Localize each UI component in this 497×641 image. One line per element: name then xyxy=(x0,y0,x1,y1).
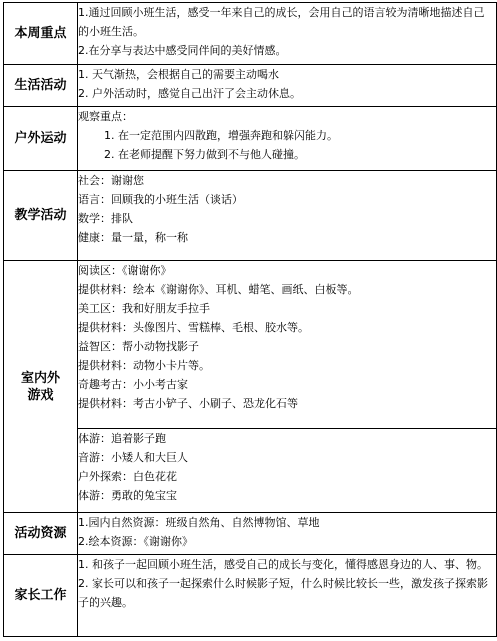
text-line: 提供材料：头像图片、雪糕棒、毛根、胶水等。 xyxy=(78,321,309,334)
text-line: 1. 天气渐热，会根据自己的需要主动喝水 xyxy=(78,68,279,81)
label-part: 室内外 xyxy=(20,370,60,386)
row-content-parents xyxy=(78,555,497,637)
row-weekly-focus xyxy=(4,3,497,65)
row-label-outdoor-sports: 户外运动 xyxy=(4,107,78,171)
row-games-outdoor xyxy=(4,429,497,513)
text-line: 体游：勇敢的兔宝宝 xyxy=(78,489,177,502)
text-line: 户外探索：白色花花 xyxy=(78,470,177,483)
text-line: 1.园内自然资源：班级自然角、自然博物馆、草地 xyxy=(78,516,320,529)
row-parents xyxy=(4,555,497,637)
row-games-indoor xyxy=(4,261,497,429)
text-line: 2. 在老师提醒下努力做到不与他人碰撞。 xyxy=(104,148,305,161)
row-content-weekly-focus xyxy=(78,3,497,65)
row-label-teaching: 教学活动 xyxy=(4,171,78,261)
text-line: 社会：谢谢您 xyxy=(78,174,144,187)
text-line: 健康：量一量，称一称 xyxy=(78,231,188,244)
row-label-daily-life: 生活活动 xyxy=(4,65,78,107)
label-part: 游戏 xyxy=(27,387,54,403)
row-label-resources: 活动资源 xyxy=(4,513,78,555)
row-resources xyxy=(4,513,497,555)
text-line: 提供材料：绘本《谢谢你》、耳机、蜡笔、画纸、白板等。 xyxy=(78,283,359,296)
row-content-daily-life xyxy=(78,65,497,107)
text-line: 观察重点： xyxy=(78,110,133,123)
text-line: 音游：小矮人和大巨人 xyxy=(78,451,188,464)
text-line: 益智区：帮小动物找影子 xyxy=(78,340,199,353)
text-line: 2.在分享与表达中感受同伴间的美好情感。 xyxy=(78,44,287,57)
text-line: 数学：排队 xyxy=(78,212,133,225)
row-label-parents: 家长工作 xyxy=(4,555,78,637)
text-line: 1. 在一定范围内四散跑，增强奔跑和躲闪能力。 xyxy=(104,129,338,142)
text-line: 奇趣考古：小小考古家 xyxy=(78,378,188,391)
row-content-outdoor-sports xyxy=(78,107,497,171)
text-line: 提供材料：动物小卡片等。 xyxy=(78,359,210,372)
row-content-resources xyxy=(78,513,497,555)
row-outdoor-sports xyxy=(4,107,497,171)
text-line: 美工区：我和好朋友手拉手 xyxy=(78,302,210,315)
row-daily-life xyxy=(4,65,497,107)
row-label-weekly-focus: 本周重点 xyxy=(4,3,78,65)
row-content-games-indoor xyxy=(78,261,497,429)
text-line: 语言：回顾我的小班生活（谈话） xyxy=(78,193,243,206)
text-line: 2. 家长可以和孩子一起探索什么时候影子短，什么时候比较长一些，激发孩子探索影子的兴趣。 xyxy=(78,577,488,609)
text-line: 体游：追着影子跑 xyxy=(78,432,166,445)
text-line: 1. 和孩子一起回顾小班生活，感受自己的成长与变化，懂得感恩身边的人、事、物。 xyxy=(78,558,488,571)
text-line: 1.通过回顾小班生活，感受一年来自己的成长，会用自己的语言较为清晰地描述自己的小班生活。 xyxy=(78,6,485,38)
row-label-games xyxy=(4,261,78,513)
text-line: 阅读区：《谢谢你》 xyxy=(78,264,172,277)
row-content-games-outdoor xyxy=(78,429,497,513)
row-teaching xyxy=(4,171,497,261)
text-line: 提供材料：考古小铲子、小刷子、恐龙化石等 xyxy=(78,397,298,410)
text-line: 2. 户外活动时，感觉自己出汗了会主动休息。 xyxy=(78,87,301,100)
weekly-plan-table xyxy=(3,2,497,637)
row-content-teaching xyxy=(78,171,497,261)
text-line: 2.绘本资源：《谢谢你》 xyxy=(78,535,193,548)
